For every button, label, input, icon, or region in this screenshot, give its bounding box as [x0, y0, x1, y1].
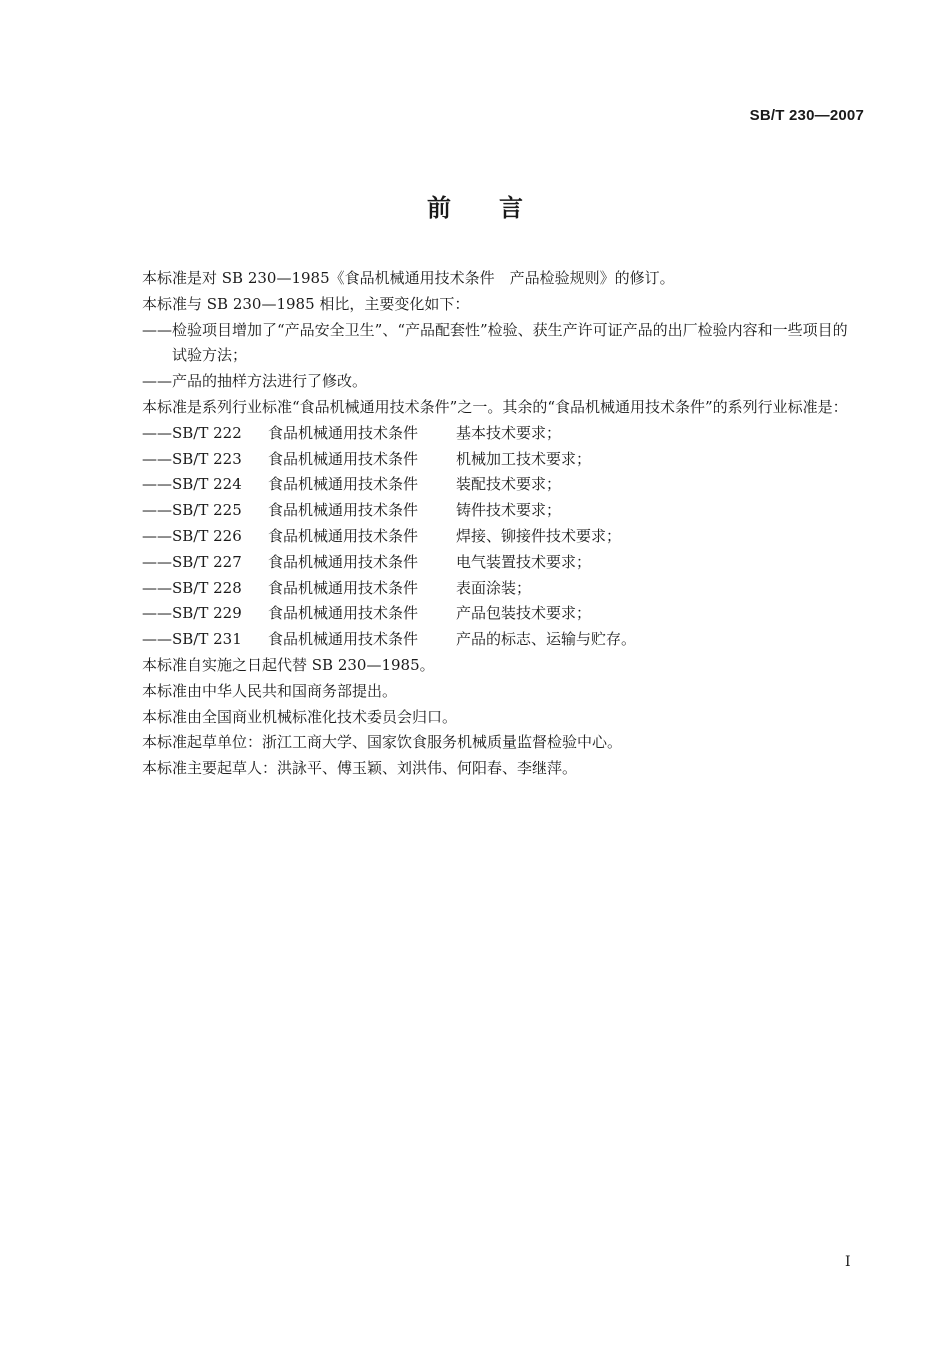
standard-item — [112, 447, 862, 473]
standard-item — [112, 472, 862, 498]
standard-description: 焊接、铆接件技术要求； — [456, 526, 622, 545]
standard-number: ——SB/T 231 — [142, 630, 242, 649]
paragraph-revision: 本标准是对 SB 230—1985《食品机械通用技术条件 产品检验规则》的修订。 — [142, 269, 675, 287]
standard-item — [112, 601, 862, 627]
standard-description: 装配技术要求； — [456, 475, 562, 494]
standard-description: 机械加工技术要求； — [456, 449, 592, 468]
standard-number: ——SB/T 228 — [142, 578, 242, 597]
standard-number: ——SB/T 227 — [142, 552, 242, 571]
standard-number: ——SB/T 222 — [142, 423, 242, 442]
paragraph-drafters: 本标准主要起草人：洪詠平、傅玉颖、刘洪伟、何阳春、李继萍。 — [142, 759, 578, 778]
standard-name: 食品机械通用技术条件 — [268, 423, 419, 442]
standard-item — [112, 524, 862, 550]
standard-item — [112, 421, 862, 447]
standard-description: 基本技术要求； — [456, 423, 562, 442]
standard-description: 电气装置技术要求； — [456, 552, 592, 571]
standard-number: ——SB/T 226 — [142, 526, 242, 545]
standard-name: 食品机械通用技术条件 — [268, 630, 419, 649]
standard-number: ——SB/T 223 — [142, 449, 242, 468]
paragraph-series: 本标准是系列行业标准“食品机械通用技术条件”之一。其余的“食品机械通用技术条件”的系列行业标准是： — [142, 397, 848, 416]
page-title: 前言 — [427, 194, 571, 222]
standard-item — [112, 550, 862, 576]
change-item-1: ——检验项目增加了“产品安全卫生”、“产品配套性”检验、获生产许可证产品的出厂检验内容和一些项目的试验方法； — [142, 320, 848, 365]
standard-item — [112, 627, 862, 653]
standard-name: 食品机械通用技术条件 — [268, 604, 419, 623]
standards-list — [112, 421, 862, 653]
standard-name: 食品机械通用技术条件 — [268, 526, 419, 545]
standard-description: 铸件技术要求； — [456, 501, 562, 520]
standard-name: 食品机械通用技术条件 — [268, 475, 419, 494]
standard-item — [112, 576, 862, 602]
page-number: I — [845, 1254, 851, 1270]
standard-name: 食品机械通用技术条件 — [268, 449, 419, 468]
standard-number: ——SB/T 224 — [142, 475, 242, 494]
standard-code: SB/T 230—2007 — [749, 107, 864, 124]
standard-description: 表面涂装； — [456, 578, 532, 597]
foreword-body — [112, 266, 862, 782]
standard-name: 食品机械通用技术条件 — [268, 578, 419, 597]
standard-description: 产品的标志、运输与贮存。 — [456, 630, 637, 649]
paragraph-replaces: 本标准自实施之日起代替 SB 230—1985。 — [142, 655, 435, 674]
standard-number: ——SB/T 225 — [142, 501, 242, 520]
standard-name: 食品机械通用技术条件 — [268, 501, 419, 520]
paragraph-drafting-units: 本标准起草单位：浙江工商大学、国家饮食服务机械质量监督检验中心。 — [142, 733, 623, 752]
paragraph-proposed-by: 本标准由中华人民共和国商务部提出。 — [142, 681, 398, 700]
paragraph-centralized-by: 本标准由全国商业机械标准化技术委员会归口。 — [142, 707, 458, 726]
standard-description: 产品包装技术要求； — [456, 604, 592, 623]
change-item-2: ——产品的抽样方法进行了修改。 — [142, 372, 368, 391]
standard-number: ——SB/T 229 — [142, 604, 242, 623]
standard-item — [112, 498, 862, 524]
standard-name: 食品机械通用技术条件 — [268, 552, 419, 571]
paragraph-changes-intro: 本标准与 SB 230—1985 相比，主要变化如下： — [142, 294, 470, 313]
